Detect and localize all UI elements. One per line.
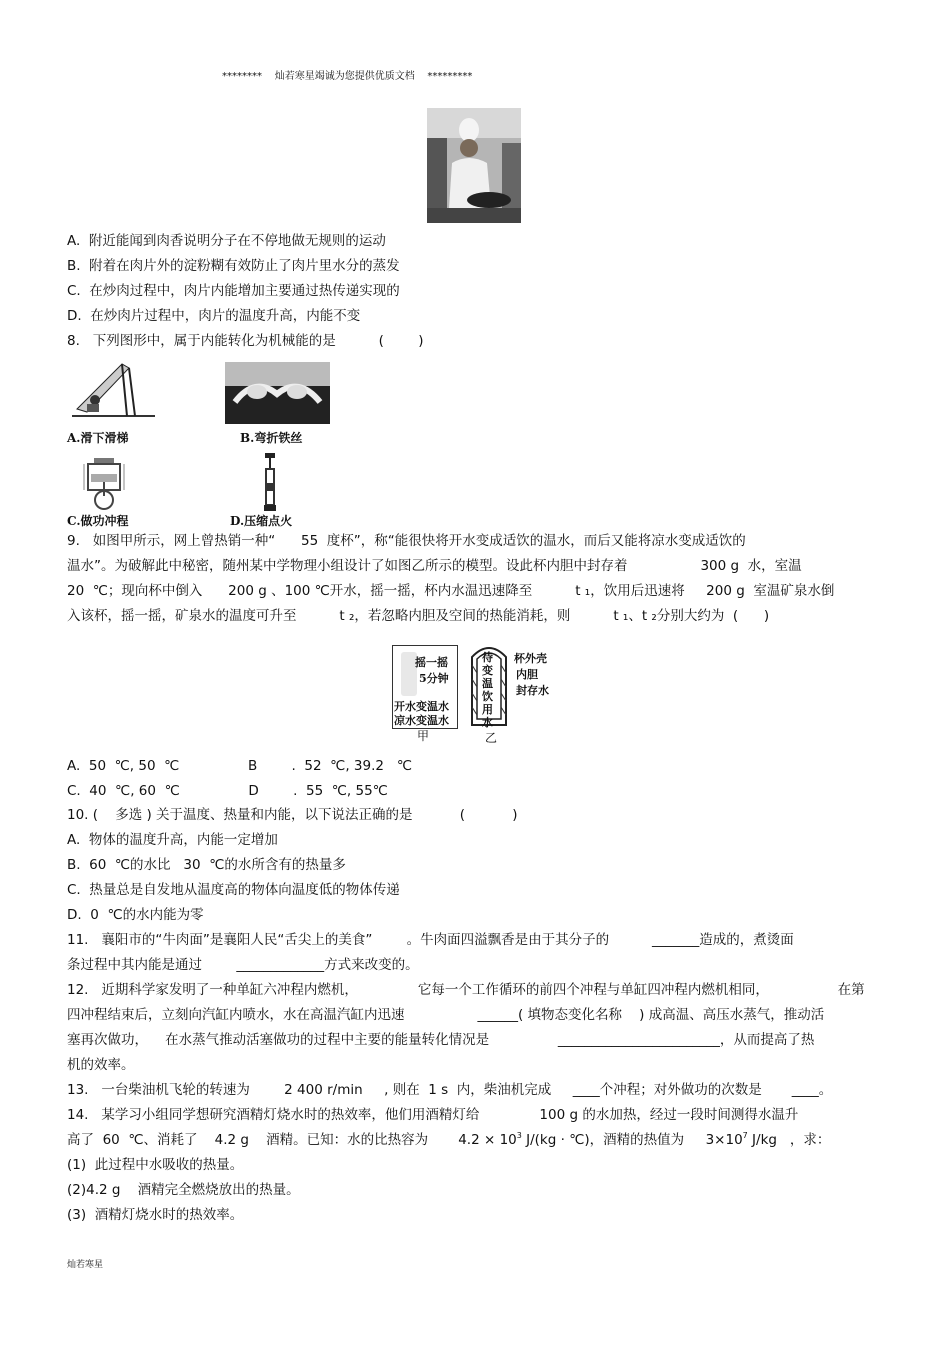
q14-part-3: (3) 酒精灯烧水时的热效率。 <box>67 1207 244 1223</box>
q10-stem: 10. ( 多选 ) 关于温度、热量和内能，以下说法正确的是 ( ) <box>67 807 518 823</box>
q7-option-a: A. 附近能闻到肉香说明分子在不停地做无规则的运动 <box>67 233 386 249</box>
compression-ignition-figure <box>260 453 280 511</box>
caption-c: C.做功冲程 <box>67 514 129 528</box>
caption-d: D.压缩点火 <box>230 514 293 528</box>
q11-line-1: 11. 襄阳市的“牛肉面”是襄阳人民“舌尖上的美食” 。牛肉面四溢飘香是由于其分子的 _______造成的，煮烫面 <box>67 932 794 948</box>
q7-option-c: C. 在炒肉过程中，肉片内能增加主要通过热传递实现的 <box>67 283 400 299</box>
q9-options-cd: C. 40 ℃, 60 ℃ D . 55 ℃, 55℃ <box>67 783 388 799</box>
chef-photo <box>427 108 521 223</box>
jia-label-cold: 凉水变温水 <box>394 714 449 727</box>
q12-line-1: 12. 近期科学家发明了一种单缸六冲程内燃机， 它每一个工作循环的前四个冲程与单缸四冲程内燃机相同， 在第 <box>67 982 865 998</box>
q14-part-1: (1) 此过程中水吸收的热量。 <box>67 1157 244 1173</box>
q9-line-1: 9. 如图甲所示，网上曾热销一种“ 55 度杯”，称“能很快将开水变成适饮的温水，而后又能将凉水变成适饮的 <box>67 533 746 549</box>
slide-figure <box>67 354 157 424</box>
q14-line-2 <box>67 1131 830 1149</box>
q14-exp-3: 3 <box>516 1131 522 1140</box>
caption-a: A.滑下滑梯 <box>67 431 129 445</box>
bending-wire-figure <box>225 362 330 424</box>
power-stroke-figure <box>80 456 128 511</box>
q9-options-ab: A. 50 ℃, 50 ℃ B . 52 ℃, 39.2 ℃ <box>67 758 413 774</box>
figure-yi-label: 乙 <box>485 731 498 745</box>
yi-label-shell: 杯外壳 <box>514 652 547 665</box>
q7-option-d: D. 在炒肉片过程中，肉片的温度升高，内能不变 <box>67 308 361 324</box>
page-header: ******** 灿若寒星竭诚为您提供优质文档 ********* <box>222 71 473 82</box>
page-footer: 灿若寒星 <box>67 1260 104 1270</box>
q14-part-2: (2)4.2 g 酒精完全燃烧放出的热量。 <box>67 1182 300 1198</box>
q10-option-b: B. 60 ℃的水比 30 ℃的水所含有的热量多 <box>67 857 346 873</box>
jia-label-hot: 开水变温水 <box>394 700 449 713</box>
caption-b: B.弯折铁丝 <box>240 431 303 445</box>
q9-line-3: 20 ℃；现向杯中倒入 200 g 、100 ℃开水，摇一摇，杯内水温迅速降至 t ₁，饮用后迅速将 200 g 室温矿泉水倒 <box>67 583 835 599</box>
q13-line: 13. 一台柴油机飞轮的转速为 2 400 r/min , 则在 1 s 内，柴油机完成 ____个冲程；对外做功的次数是 ____。 <box>67 1082 833 1098</box>
q12-line-4: 机的效率。 <box>67 1057 135 1073</box>
cup-figure-jia <box>392 645 458 729</box>
q10-option-d: D. 0 ℃的水内能为零 <box>67 907 204 923</box>
q14-line-2c: J/kg ，求： <box>747 1132 831 1148</box>
q12-line-2: 四冲程结束后，立刻向汽缸内喷水，水在高温汽缸内迅速 ______( 填物态变化名称 ) 成高温、高压水蒸气，推动活 <box>67 1007 825 1023</box>
yi-label-liner: 内胆 <box>516 668 538 681</box>
jia-label-minutes: 5分钟 <box>419 672 449 685</box>
figure-jia-label: 甲 <box>417 729 430 743</box>
q9-line-4: 入该杯，摇一摇，矿泉水的温度可升至 t ₂，若忽略内胆及空间的热能消耗，则 t ₁、t ₂分别大约为 ( ) <box>67 608 770 624</box>
q14-line-1: 14. 某学习小组同学想研究酒精灯烧水时的热效率，他们用酒精灯给 100 g 的水加热，经过一段时间测得水温升 <box>67 1107 799 1123</box>
q7-option-b: B. 附着在肉片外的淀粉糊有效防止了肉片里水分的蒸发 <box>67 258 400 274</box>
yi-inner-label: 待变温饮用水 <box>482 651 493 729</box>
jia-label-shake: 摇一摇 <box>415 656 448 669</box>
q14-exp-7: 7 <box>742 1131 748 1140</box>
q10-option-c: C. 热量总是自发地从温度高的物体向温度低的物体传递 <box>67 882 400 898</box>
yi-label-water: 封存水 <box>516 684 549 697</box>
q10-option-a: A. 物体的温度升高，内能一定增加 <box>67 832 278 848</box>
q12-line-3: 塞再次做功， 在水蒸气推动活塞做功的过程中主要的能量转化情况是 ________________________，从而提高了热 <box>67 1032 815 1048</box>
q14-line-2b: J/(kg · ℃)，酒精的热值为 3×10 <box>521 1132 743 1148</box>
q14-line-2a: 高了 60 ℃、消耗了 4.2 g 酒精。已知：水的比热容为 4.2 × 10 <box>67 1132 517 1148</box>
cup-figure-yi <box>466 645 556 730</box>
q11-line-2: 条过程中其内能是通过 _____________方式来改变的。 <box>67 957 419 973</box>
q9-line-2: 温水”。为破解此中秘密，随州某中学物理小组设计了如图乙所示的模型。设此杯内胆中封存着 300 g 水，室温 <box>67 558 802 574</box>
q8-stem: 8. 下列图形中，属于内能转化为机械能的是 ( ) <box>67 333 424 349</box>
